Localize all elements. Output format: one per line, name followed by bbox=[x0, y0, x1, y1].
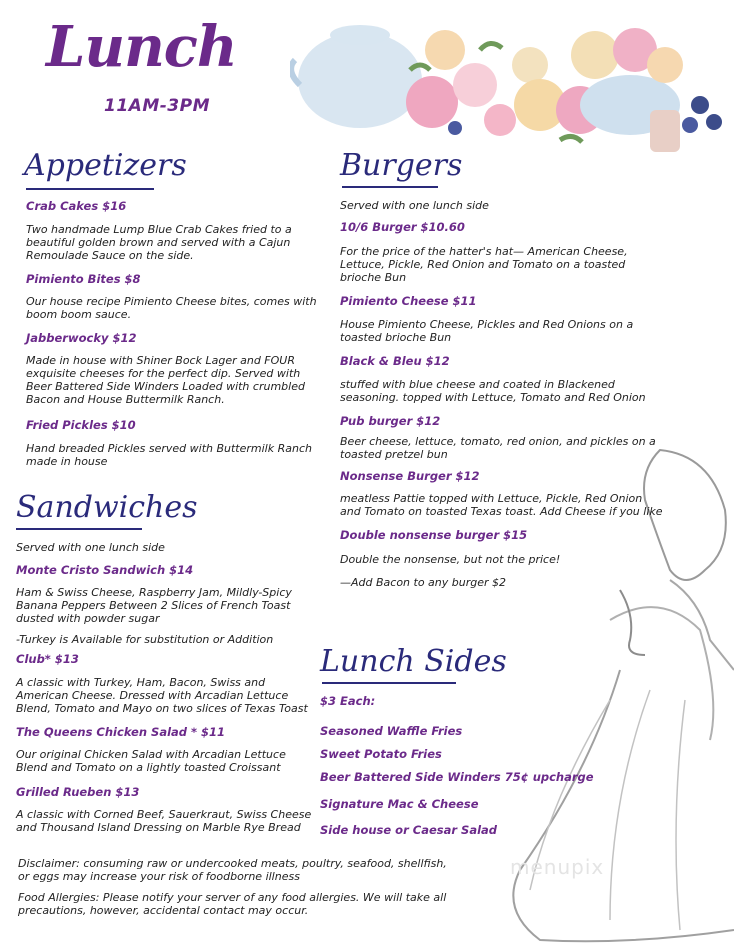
item-desc: stuffed with blue cheese and coated in Blackened seasoning. topped with Lettuce, Tomato and Red Onion bbox=[340, 378, 646, 404]
item-desc: Ham & Swiss Cheese, Raspberry Jam, Mildly-Spicy Banana Peppers Between 2 Slices of French Toast dusted with powder sugar bbox=[16, 586, 292, 625]
item-desc: Two handmade Lump Blue Crab Cakes fried to a beautiful golden brown and served with a Cajun Remoulade Sauce on the side. bbox=[26, 223, 292, 262]
item-name: Monte Cristo Sandwich $14 bbox=[16, 563, 194, 577]
item-desc: For the price of the hatter's hat— American Cheese, Lettuce, Pickle, Red Onion and Tomato on a toasted brioche Bun bbox=[340, 245, 628, 284]
burger-addon: —Add Bacon to any burger $2 bbox=[340, 576, 507, 589]
item-name: Jabberwocky $12 bbox=[26, 331, 137, 345]
item-desc: Made in house with Shiner Bock Lager and FOUR exquisite cheeses for the perfect dip. Served with Beer Battered Side Winders Loaded with crumbled Bacon and House Buttermilk Ranch. bbox=[26, 354, 305, 406]
teapot-flowers-illustration bbox=[290, 10, 730, 160]
item-extra: -Turkey is Available for substitution or Addition bbox=[16, 633, 274, 646]
appetizers-heading: Appetizers bbox=[24, 148, 187, 183]
sides-price: $3 Each: bbox=[320, 694, 376, 708]
item-desc: Beer cheese, lettuce, tomato, red onion, and pickles on a toasted pretzel bun bbox=[340, 435, 656, 461]
side-item: Side house or Caesar Salad bbox=[320, 823, 498, 837]
disclaimer-allergy: Food Allergies: Please notify your server of any food allergies. We will take all precautions, however, accidental contact may occur. bbox=[18, 891, 447, 917]
item-desc: Hand breaded Pickles served with Buttermilk Ranch made in house bbox=[26, 442, 312, 468]
item-desc: A classic with Turkey, Ham, Bacon, Swiss and American Cheese. Dressed with Arcadian Lettuce Blend, Tomato and Mayo on two slices of Texas Toast bbox=[16, 676, 308, 715]
item-desc: Our original Chicken Salad with Arcadian Lettuce Blend and Tomato on a lightly toasted Croissant bbox=[16, 748, 286, 774]
sides-heading: Lunch Sides bbox=[320, 644, 507, 679]
side-item: Seasoned Waffle Fries bbox=[320, 724, 463, 738]
item-name: The Queens Chicken Salad * $11 bbox=[16, 725, 226, 739]
sandwiches-underline bbox=[16, 528, 142, 530]
item-name: 10/6 Burger $10.60 bbox=[340, 220, 465, 234]
sandwiches-note: Served with one lunch side bbox=[16, 541, 165, 554]
disclaimer-raw: Disclaimer: consuming raw or undercooked meats, poultry, seafood, shellfish, or eggs may increase your risk of foodborne illness bbox=[18, 857, 447, 883]
item-name: Double nonsense burger $15 bbox=[340, 528, 528, 542]
burgers-note: Served with one lunch side bbox=[340, 199, 489, 212]
side-item: Signature Mac & Cheese bbox=[320, 797, 479, 811]
side-item: Beer Battered Side Winders 75¢ upcharge bbox=[320, 770, 594, 784]
sandwiches-heading: Sandwiches bbox=[16, 490, 198, 525]
burgers-heading: Burgers bbox=[340, 148, 463, 183]
item-name: Fried Pickles $10 bbox=[26, 418, 136, 432]
item-desc: A classic with Corned Beef, Sauerkraut, Swiss Cheese and Thousand Island Dressing on Marble Rye Bread bbox=[16, 808, 312, 834]
item-name: Nonsense Burger $12 bbox=[340, 469, 480, 483]
side-item: Sweet Potato Fries bbox=[320, 747, 442, 761]
item-name: Crab Cakes $16 bbox=[26, 199, 127, 213]
item-desc: House Pimiento Cheese, Pickles and Red Onions on a toasted brioche Bun bbox=[340, 318, 634, 344]
sides-underline bbox=[322, 682, 456, 684]
item-name: Black & Bleu $12 bbox=[340, 354, 450, 368]
item-name: Pimiento Cheese $11 bbox=[340, 294, 477, 308]
item-name: Grilled Rueben $13 bbox=[16, 785, 140, 799]
item-desc: Double the nonsense, but not the price! bbox=[340, 553, 561, 566]
burgers-underline bbox=[342, 186, 438, 188]
item-name: Pub burger $12 bbox=[340, 414, 441, 428]
item-desc: meatless Pattie topped with Lettuce, Pickle, Red Onion and Tomato on toasted Texas toast. Add Cheese if you like bbox=[340, 492, 663, 518]
menu-title: Lunch bbox=[46, 14, 237, 80]
hours: 11AM-3PM bbox=[104, 96, 210, 116]
item-name: Pimiento Bites $8 bbox=[26, 272, 141, 286]
watermark: menupix bbox=[510, 855, 605, 879]
item-name: Club* $13 bbox=[16, 652, 79, 666]
item-desc: Our house recipe Pimiento Cheese bites, comes with boom boom sauce. bbox=[26, 295, 317, 321]
appetizers-underline bbox=[26, 188, 154, 190]
